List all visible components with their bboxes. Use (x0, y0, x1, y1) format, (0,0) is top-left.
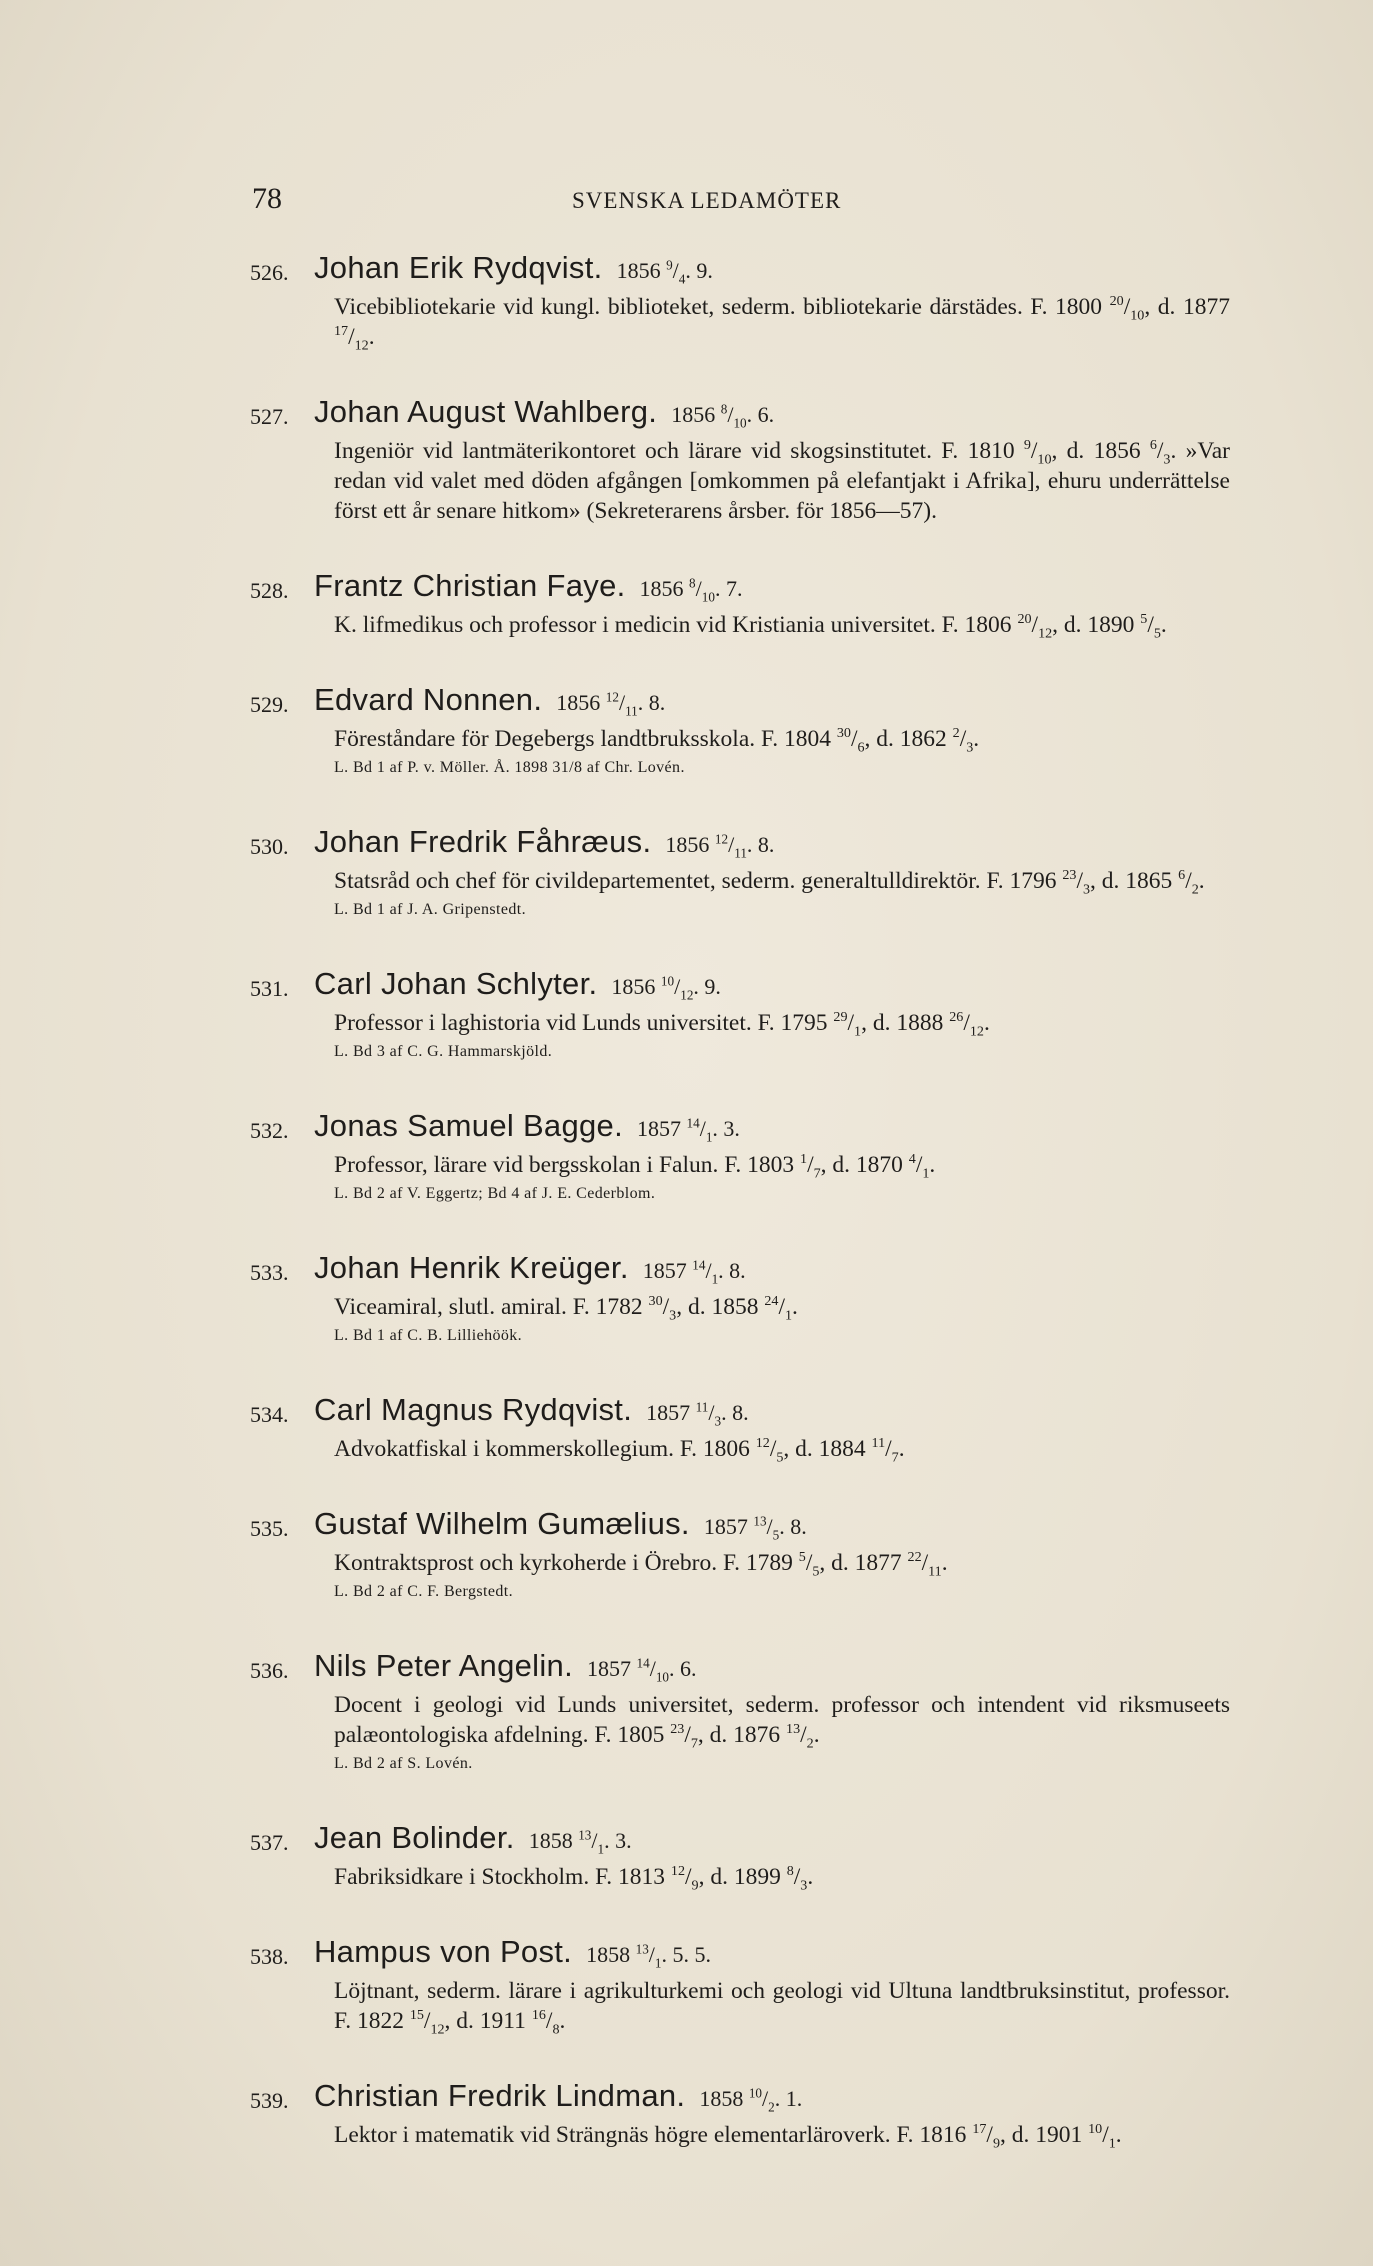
entry-literature: L. Bd 2 af S. Lovén. (334, 1755, 473, 1772)
entry-number: 531. (250, 976, 289, 1001)
election-date: 1858 $^{13}/_1$. 3. (528, 1827, 632, 1857)
entry-description: Vicebibliotekarie vid kungl. biblioteket, sederm. bibliotekarie därstädes. F. 1800 $^{20}/_{10}$, d. 1877 $^{17}/_{12}$. (334, 293, 1231, 354)
entry-number: 534. (250, 1402, 289, 1427)
member-entry (250, 1250, 1230, 1350)
member-name: Gustaf Wilhelm Gumælius. (314, 1506, 690, 1541)
entry-name-line (314, 1820, 632, 1856)
entry-name-line (314, 824, 774, 860)
member-name: Nils Peter Angelin. (314, 1648, 573, 1683)
entry-heading (250, 1108, 1230, 1150)
entry-heading (250, 966, 1230, 1008)
member-name: Johan August Wahlberg. (314, 394, 658, 429)
entry-description: Fabriksidkare i Stockholm. F. 1813 $^{12}/_9$, d. 1899 $^8/_3$. (334, 1863, 814, 1894)
entry-description: Advokatfiskal i kommerskollegium. F. 1806 $^{12}/_5$, d. 1884 $^{11}/_7$. (334, 1435, 905, 1466)
entry-name-line (314, 1506, 807, 1542)
entry-literature: L. Bd 1 af C. B. Lilliehöök. (334, 1327, 523, 1344)
entry-heading (250, 2078, 1230, 2120)
entry-number: 532. (250, 1118, 289, 1143)
entry-literature: L. Bd 1 af J. A. Gripenstedt. (334, 901, 527, 918)
entry-description: Professor i laghistoria vid Lunds universitet. F. 1795 $^{29}/_1$, d. 1888 $^{26}/_{12}$. (334, 1009, 990, 1040)
entry-literature: L. Bd 3 af C. G. Hammarskjöld. (334, 1043, 553, 1060)
member-name: Jonas Samuel Bagge. (314, 1108, 624, 1143)
member-name: Jean Bolinder. (314, 1820, 515, 1855)
entry-heading (250, 1506, 1230, 1548)
member-name: Hampus von Post. (314, 1934, 573, 1969)
election-date: 1857 $^{14}/_{10}$. 6. (587, 1655, 697, 1685)
entry-name-line (314, 682, 665, 718)
entry-number: 530. (250, 834, 289, 859)
entry-description: Docent i geologi vid Lunds universitet, sederm. professor och intendent vid riksmuseets palæontologiska afdelning. F. 1805 $^{23}/_7$, d. 1876 $^{13}/_2$. (334, 1692, 1230, 1752)
entry-number: 527. (250, 404, 289, 429)
member-name: Edvard Nonnen. (314, 682, 543, 717)
member-entry (250, 966, 1230, 1066)
entry-number: 528. (250, 578, 289, 603)
election-date: 1856 $^{12}/_{11}$. 8. (665, 831, 775, 861)
entry-description: Kontraktsprost och kyrkoherde i Örebro. F. 1789 $^5/_5$, d. 1877 $^{22}/_{11}$. (334, 1549, 948, 1580)
entry-heading (250, 682, 1230, 724)
member-entry (250, 1820, 1230, 1892)
entry-description: Lektor i matematik vid Strängnäs högre elementarläroverk. F. 1816 $^{17}/_9$, d. 1901 $^{10}/_1$. (334, 2121, 1122, 2152)
election-date: 1856 $^{12}/_{11}$. 8. (556, 689, 666, 719)
entry-heading (250, 1820, 1230, 1862)
entry-heading (250, 824, 1230, 866)
entry-number: 539. (250, 2088, 289, 2113)
election-date: 1856 $^8/_{10}$. 7. (639, 575, 743, 605)
entry-name-line (314, 1108, 740, 1144)
entry-literature: L. Bd 1 af P. v. Möller. Å. 1898 31/8 af Chr. Lovén. (334, 759, 685, 776)
election-date: 1858 $^{10}/_2$. 1. (699, 2085, 803, 2115)
election-date: 1856 $^{10}/_{12}$. 9. (611, 973, 721, 1003)
member-entry (250, 250, 1230, 352)
entry-name-line (314, 250, 713, 286)
entry-heading (250, 1392, 1230, 1434)
entry-description: Statsråd och chef för civildepartementet, sederm. generaltulldirektör. F. 1796 $^{23}/_3$, d. 1865 $^6/_2$. (334, 867, 1205, 898)
entry-number: 536. (250, 1658, 289, 1683)
member-entry (250, 2078, 1230, 2150)
entry-heading (250, 250, 1230, 292)
member-entry (250, 1108, 1230, 1208)
entry-number: 529. (250, 692, 289, 717)
member-entry (250, 1506, 1230, 1606)
entry-number: 535. (250, 1516, 289, 1541)
member-entry (250, 1648, 1230, 1778)
election-date: 1856 $^9/_4$. 9. (616, 257, 713, 287)
member-name: Johan Henrik Kreüger. (314, 1250, 629, 1285)
member-entry (250, 568, 1230, 640)
election-date: 1856 $^8/_{10}$. 6. (671, 401, 775, 431)
entry-description: Professor, lärare vid bergsskolan i Falun. F. 1803 $^1/_7$, d. 1870 $^4/_1$. (334, 1151, 936, 1182)
entry-literature: L. Bd 2 af V. Eggertz; Bd 4 af J. E. Cederblom. (334, 1185, 656, 1202)
entry-number: 533. (250, 1260, 289, 1285)
entry-description: Föreståndare för Degebergs landtbruksskola. F. 1804 $^{30}/_6$, d. 1862 $^2/_3$. (334, 725, 980, 756)
entry-heading (250, 1648, 1230, 1690)
member-name: Johan Erik Rydqvist. (314, 250, 603, 285)
member-name: Carl Johan Schlyter. (314, 966, 598, 1001)
page-header (252, 182, 1222, 222)
page-number: 78 (252, 182, 282, 215)
entry-name-line (314, 1648, 697, 1684)
entry-name-line (314, 568, 742, 604)
entry-description: Viceamiral, slutl. amiral. F. 1782 $^{30}/_3$, d. 1858 $^{24}/_1$. (334, 1293, 798, 1324)
member-entry (250, 1934, 1230, 2036)
entry-number: 526. (250, 260, 289, 285)
entry-number: 537. (250, 1830, 289, 1855)
entry-heading (250, 394, 1230, 436)
entry-name-line (314, 2078, 802, 2114)
member-entry (250, 824, 1230, 924)
entry-description: K. lifmedikus och professor i medicin vid Kristiania universitet. F. 1806 $^{20}/_{12}$, d. 1890 $^5/_5$. (334, 611, 1167, 642)
entry-description: Ingeniör vid lantmäterikontoret och lärare vid skogsinstitutet. F. 1810 $^9/_{10}$, d. 1856 $^6/_3$. »Var redan vid valet med döden afgången [omkommen på elefantjakt i Afrika], ehuru underrättelse först ett år senare hitkom» (Sekreterarens årsber. för 1856—57). (334, 437, 1230, 524)
member-name: Frantz Christian Faye. (314, 568, 626, 603)
entry-name-line (314, 966, 721, 1002)
running-title: SVENSKA LEDAMÖTER (572, 188, 842, 213)
member-name: Carl Magnus Rydqvist. (314, 1392, 633, 1427)
entry-literature: L. Bd 2 af C. F. Bergstedt. (334, 1583, 513, 1600)
member-name: Christian Fredrik Lindman. (314, 2078, 686, 2113)
entry-list (250, 250, 1230, 2192)
member-entry (250, 682, 1230, 782)
entry-description: Löjtnant, sederm. lärare i agrikulturkemi och geologi vid Ultuna landtbruksinstitut, professor. F. 1822 $^{15}/_{12}$, d. 1911 $^{16}/_8$. (334, 1978, 1230, 2038)
election-date: 1857 $^{13}/_5$. 8. (703, 1513, 807, 1543)
entry-name-line (314, 394, 774, 430)
member-entry (250, 394, 1230, 526)
entry-name-line (314, 1392, 749, 1428)
entry-heading (250, 568, 1230, 610)
member-name: Johan Fredrik Fåhræus. (314, 824, 652, 859)
election-date: 1857 $^{14}/_1$. 8. (642, 1257, 746, 1287)
election-date: 1857 $^{11}/_3$. 8. (646, 1399, 749, 1429)
entry-name-line (314, 1934, 711, 1970)
entry-number: 538. (250, 1944, 289, 1969)
entry-name-line (314, 1250, 746, 1286)
member-entry (250, 1392, 1230, 1464)
election-date: 1857 $^{14}/_1$. 3. (637, 1115, 740, 1145)
entry-heading (250, 1250, 1230, 1292)
entry-heading (250, 1934, 1230, 1976)
election-date: 1858 $^{13}/_1$. 5. 5. (586, 1941, 711, 1971)
